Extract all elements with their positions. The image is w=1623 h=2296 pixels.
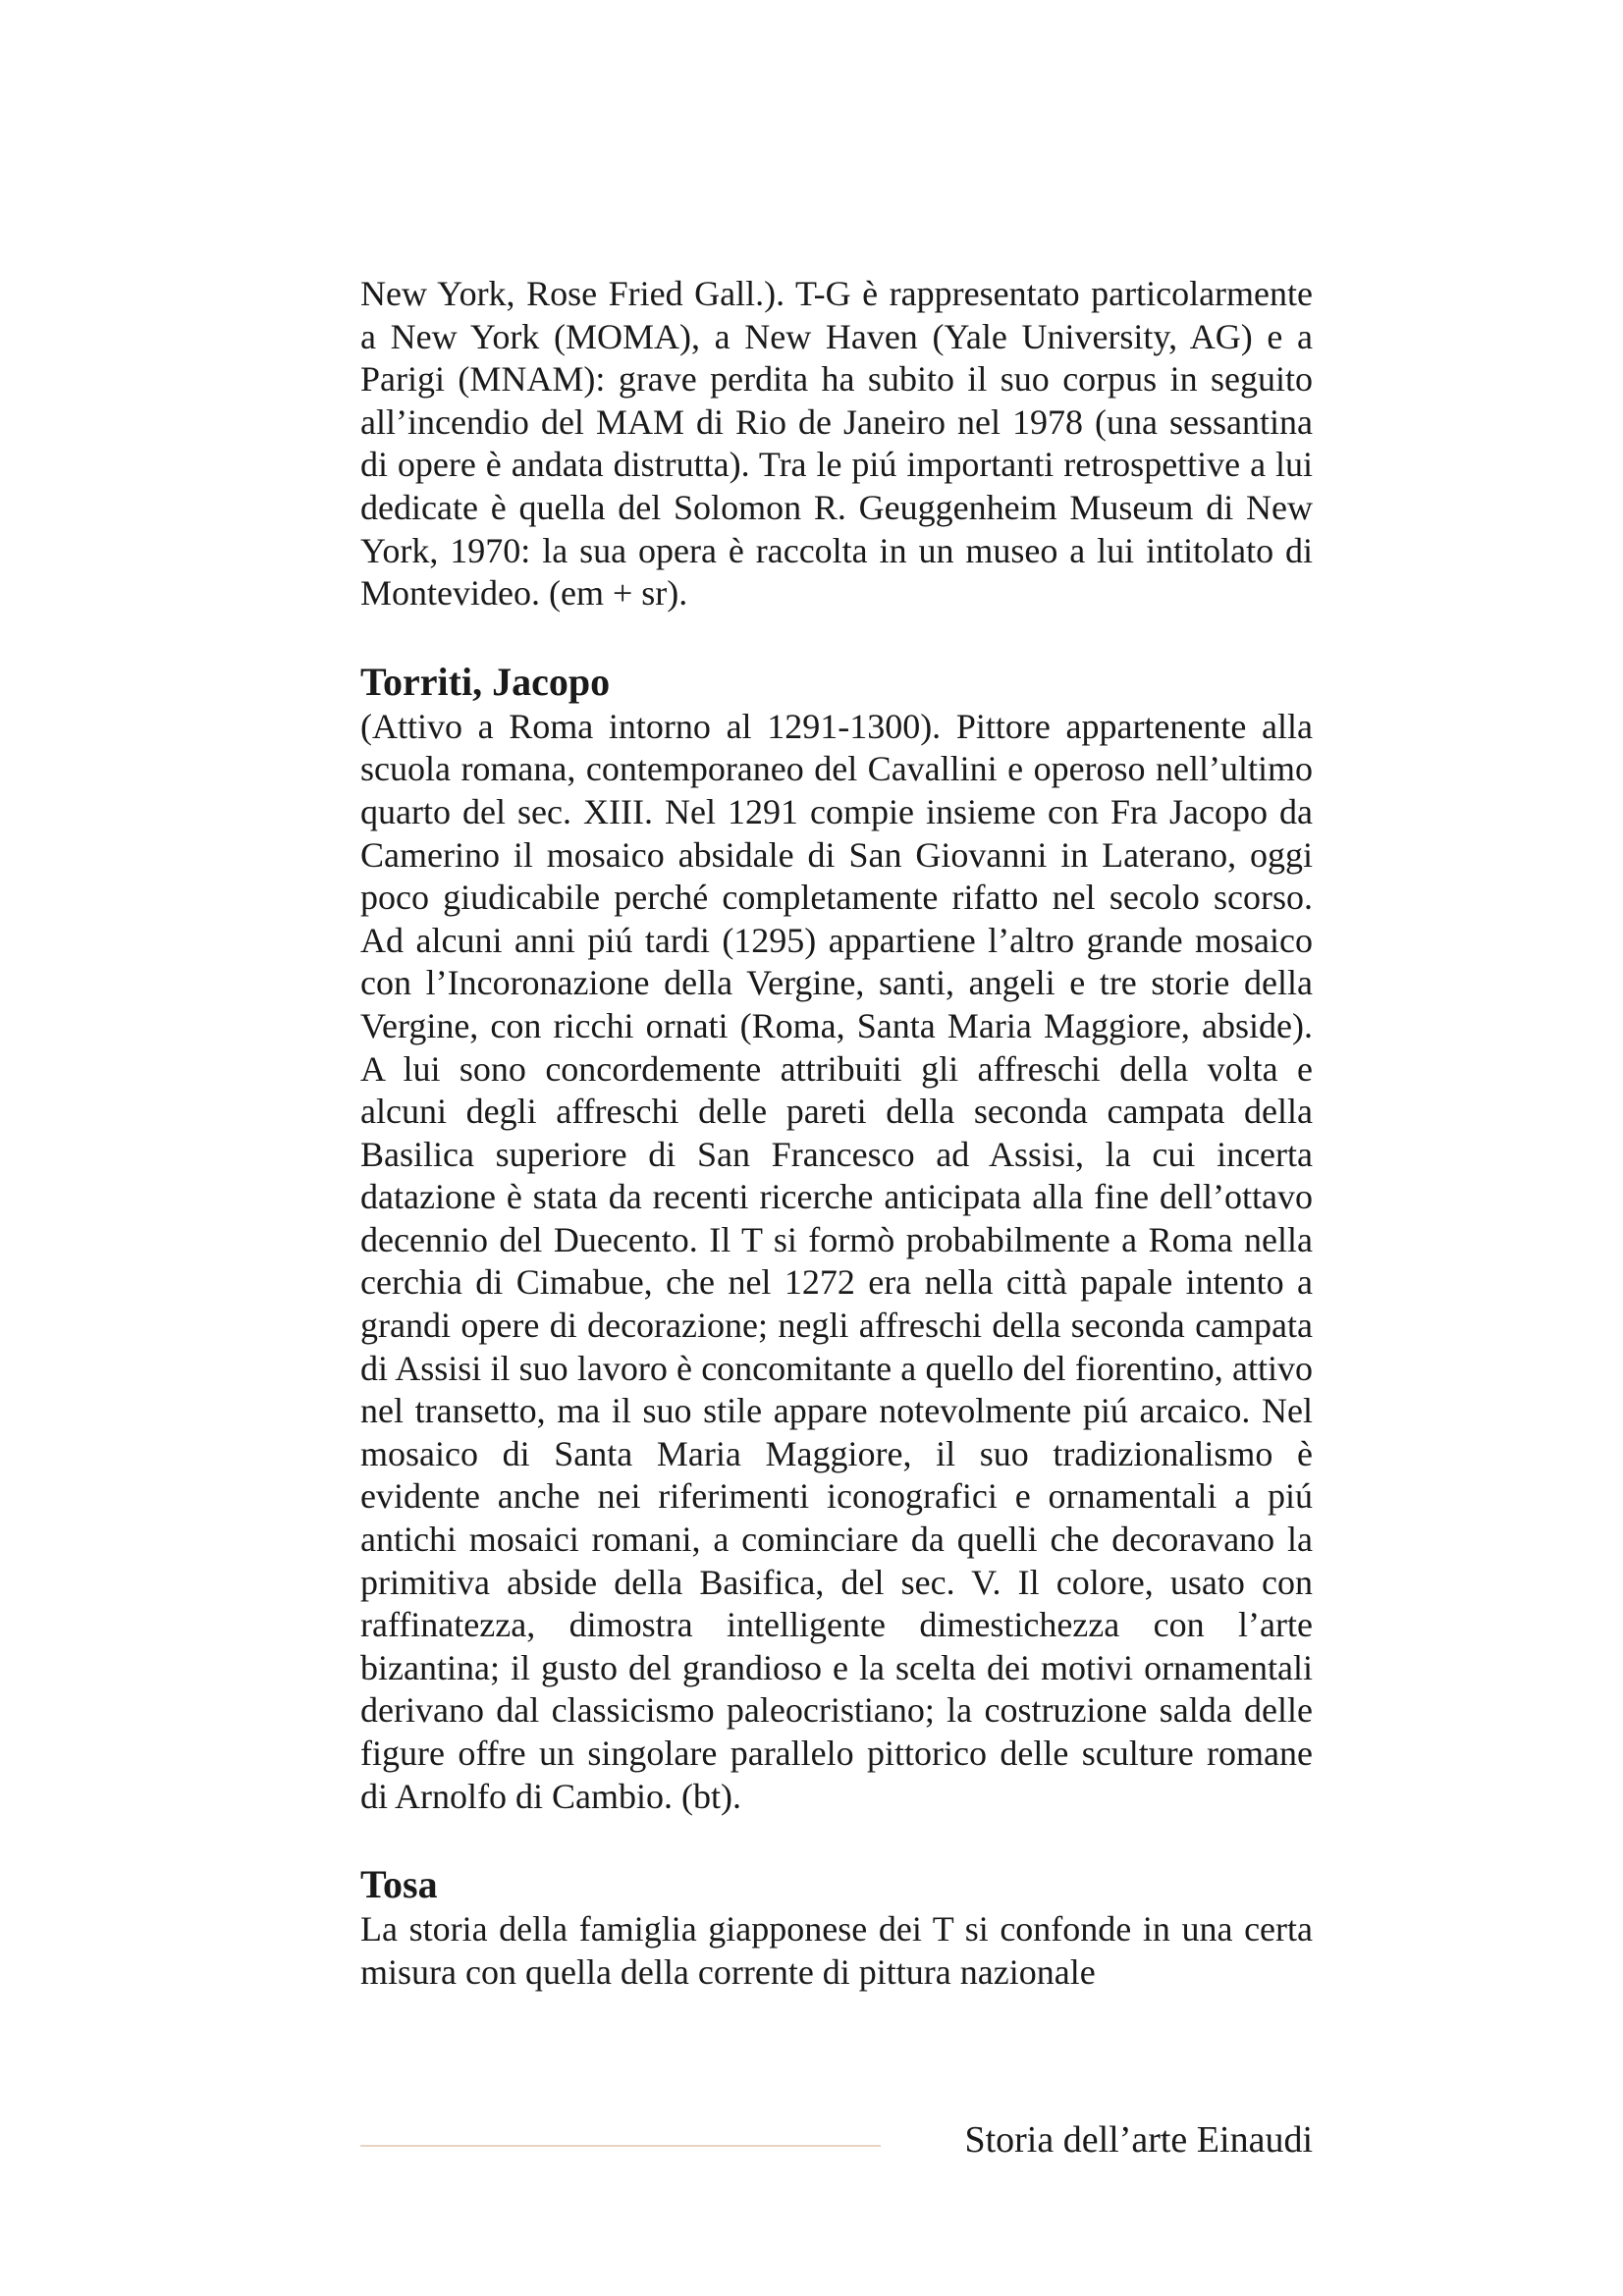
footer-rule [360, 2145, 881, 2147]
text-column [360, 273, 1313, 1994]
entry-body-tosa: La storia della famiglia giapponese dei T si confonde in una certa misura con quella della corrente di pittura nazionale [360, 1909, 1313, 1992]
entry-heading-torriti: Torriti, Jacopo [360, 659, 611, 704]
entry-tail-paragraph: New York, Rose Fried Gall.). T-G è rappresentato particolarmente a New York (MOMA), a New Haven (Yale University, AG) e a Parigi (MNAM): grave perdita ha subito il suo corpus in seguito all’incendio del MAM di Rio de Janeiro nel 1978 (una sessantina di opere è andata distrutta). Tra le piú importanti retrospettive a lui dedicate è quella del Solomon R. Geuggenheim Museum di New York, 1970: la sua opera è raccolta in un museo a lui intitolato di Montevideo. (em + sr). [360, 274, 1313, 614]
entry-heading-tosa: Tosa [360, 1862, 438, 1907]
footer-title: Storia dell’arte Einaudi [964, 2119, 1313, 2161]
entry-body-torriti: (Attivo a Roma intorno al 1291-1300). Pittore appartenente alla scuola romana, contemporaneo del Cavallini e operoso nell’ultimo quarto del sec. XIII. Nel 1291 compie insieme con Fra Jacopo da Camerino il mosaico absidale di San Giovanni in Laterano, oggi poco giudicabile perché completamente rifatto nel secolo scorso. Ad alcuni anni piú tardi (1295) appartiene l’altro grande mosaico con l’Incoronazione della Vergine, santi, angeli e tre storie della Vergine, con ricchi ornati (Roma, Santa Maria Maggiore, abside). A lui sono concordemente attribuiti gli affreschi della volta e alcuni degli affreschi delle pareti della seconda campata della Basilica superiore di San Francesco ad Assisi, la cui incerta datazione è stata da recenti ricerche anticipata alla fine dell’ottavo decennio del Duecento. Il T si formò probabilmente a Roma nella cerchia di Cimabue, che nel 1272 era nella città papale intento a grandi opere di decorazione; negli affreschi della seconda campata di Assisi il suo lavoro è concomitante a quello del fiorentino, attivo nel transetto, ma il suo stile appare notevolmente piú arcaico. Nel mosaico di Santa Maria Maggiore, il suo tradizionalismo è evidente anche nei riferimenti iconografici e ornamentali a piú antichi mosaici romani, a cominciare da quelli che decoravano la primitiva abside della Basifica, del sec. V. Il colore, usato con raffinatezza, dimostra intelligente dimestichezza con l’arte bizantina; il gusto del grandioso e la scelta dei motivi ornamentali derivano dal classicismo paleocristiano; la costruzione salda delle figure offre un singolare parallelo pittorico delle sculture romane di Arnolfo di Cambio. (bt). [360, 706, 1313, 1816]
page-footer [360, 2115, 1313, 2164]
